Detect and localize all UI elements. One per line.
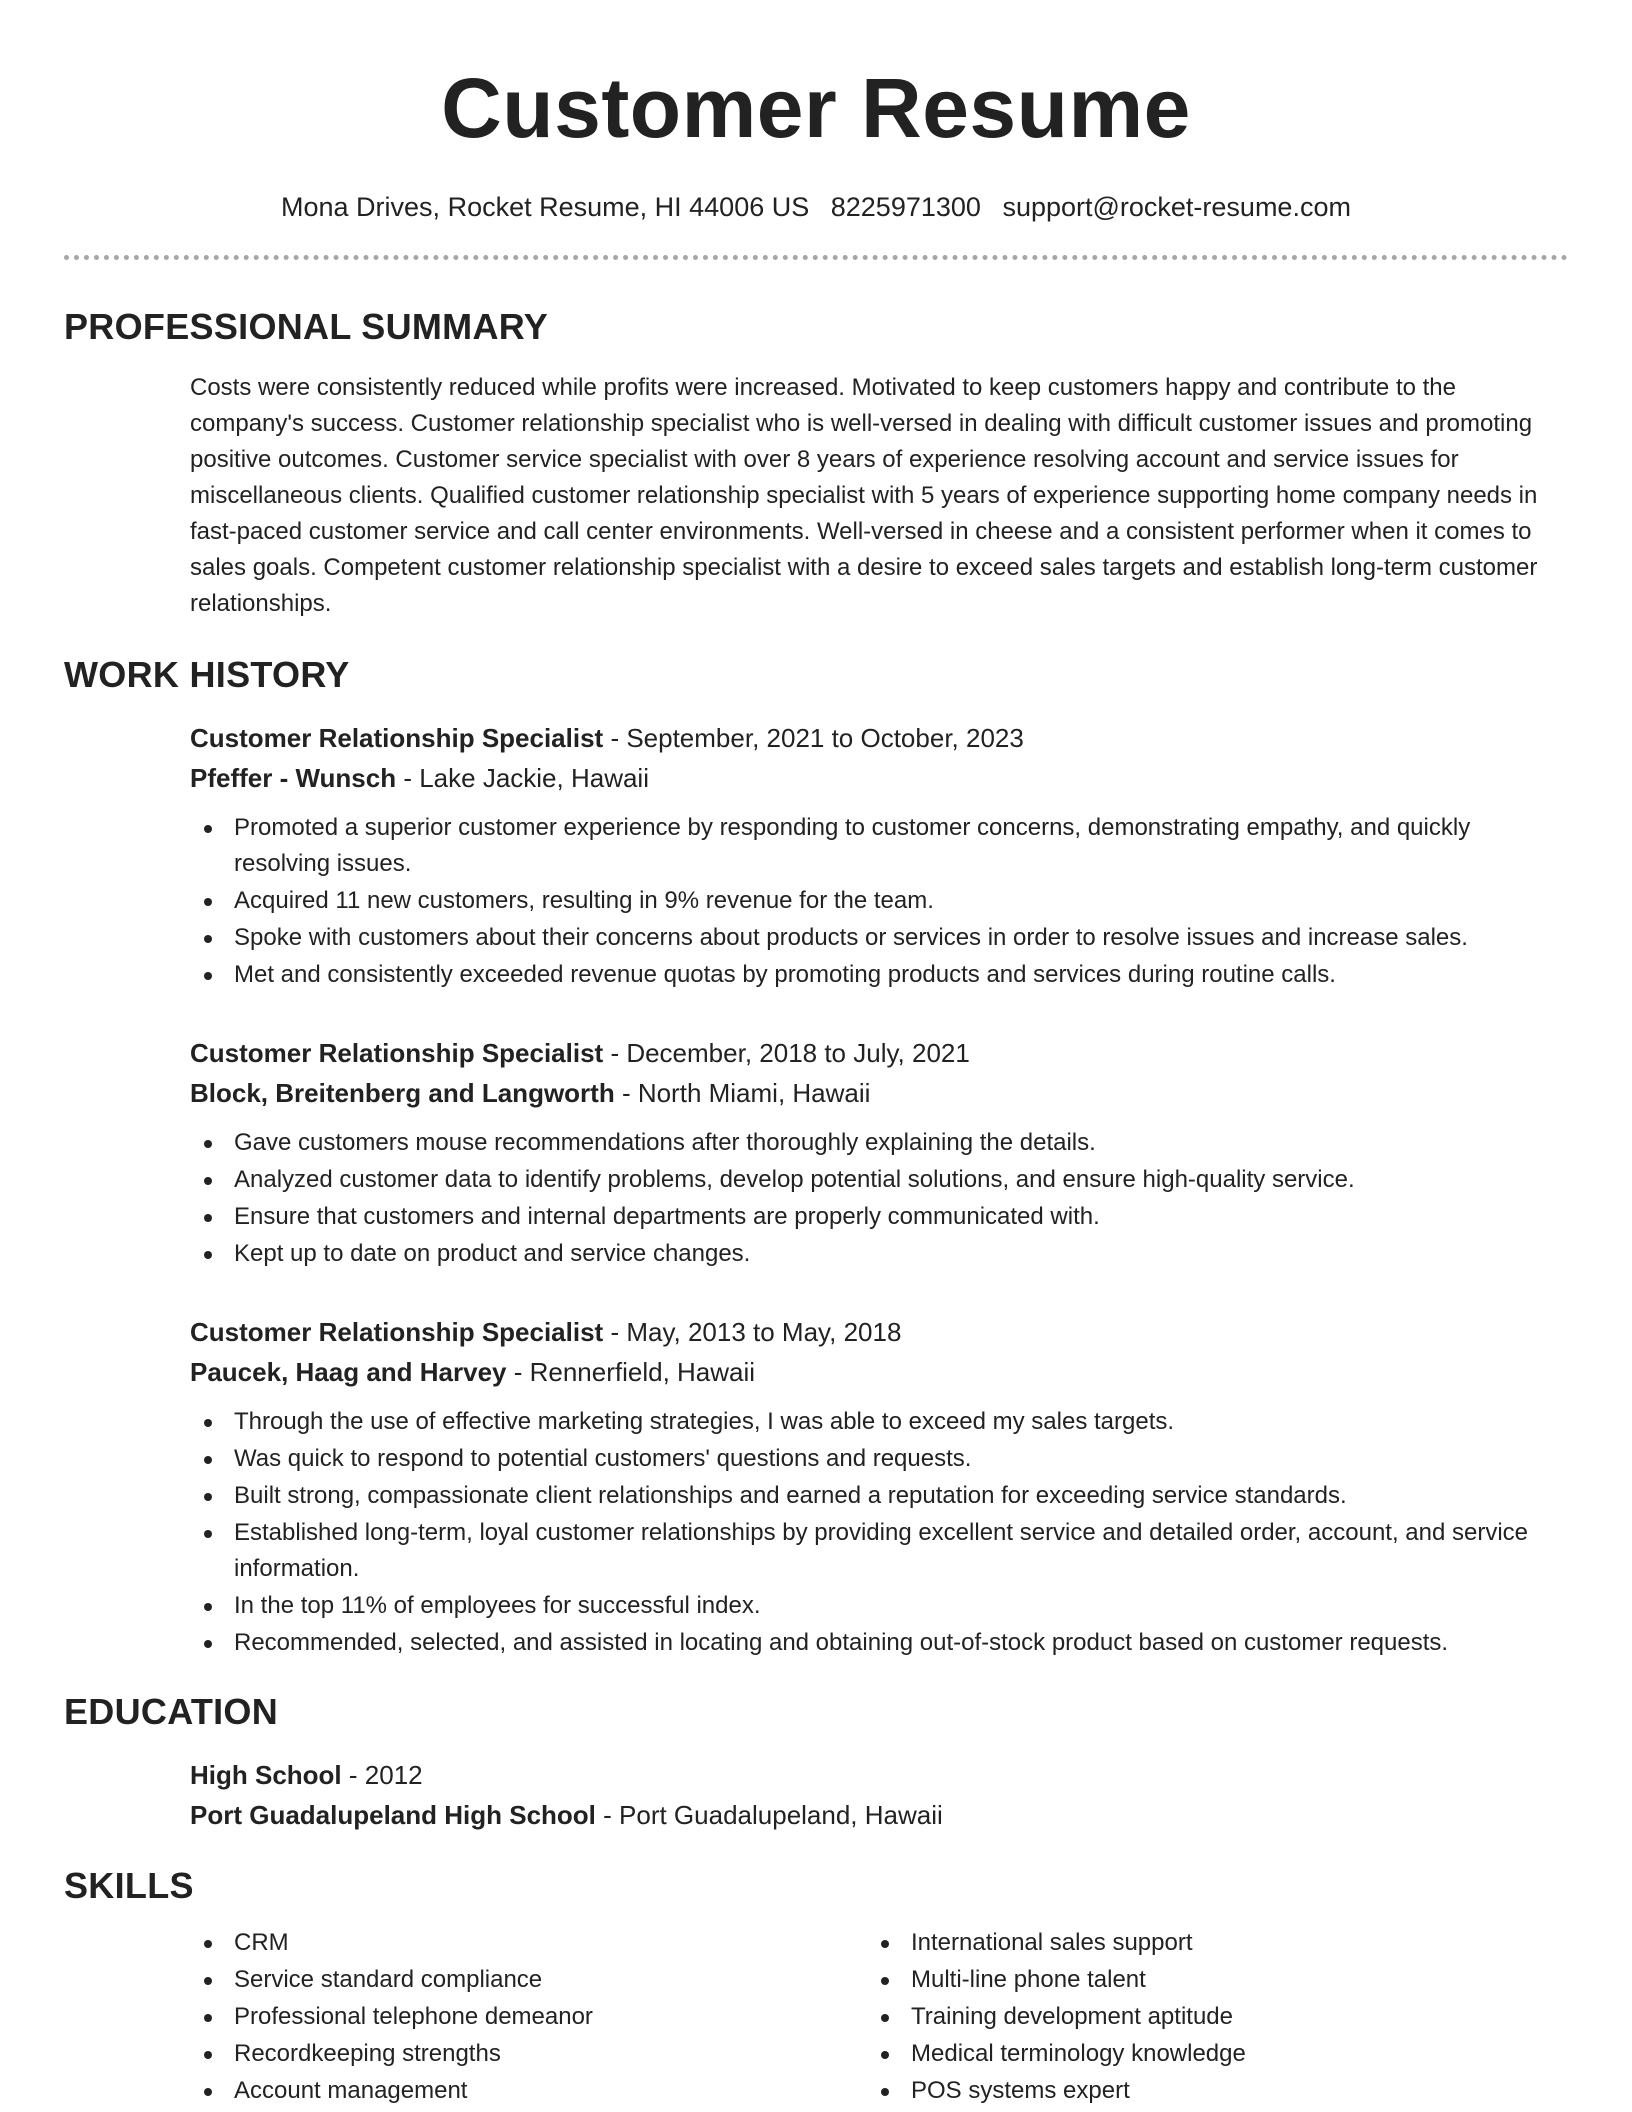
education-title: EDUCATION: [64, 1691, 279, 1732]
job-dates: - December, 2018 to July, 2021: [603, 1038, 970, 1068]
job-bullets: [190, 1404, 1544, 1661]
list-item: Built strong, compassionate client relationships and earned a reputation for exceeding service standards.: [190, 1478, 1544, 1514]
education-year: - 2012: [341, 1760, 423, 1790]
job-company: Paucek, Haag and Harvey: [190, 1357, 507, 1387]
education-degree-line: [190, 1755, 1544, 1795]
list-item: Analyzed customer data to identify problems, develop potential solutions, and ensure high-quality service.: [190, 1162, 1544, 1198]
job-entry: [190, 1312, 1544, 1661]
skills-title: SKILLS: [64, 1865, 194, 1906]
job-role-line: [190, 718, 1544, 758]
header-divider: [64, 255, 1568, 260]
skill-item: CRM: [190, 1925, 867, 1961]
education-location: - Port Guadalupeland, Hawaii: [595, 1800, 943, 1830]
skill-item: Training development aptitude: [867, 1999, 1544, 2035]
job-role: Customer Relationship Specialist: [190, 1317, 604, 1347]
skills-list: [867, 1925, 1544, 2109]
list-item: Gave customers mouse recommendations after thoroughly explaining the details.: [190, 1125, 1544, 1161]
job-company: Block, Breitenberg and Langworth: [190, 1078, 615, 1108]
list-item: Was quick to respond to potential customers' questions and requests.: [190, 1441, 1544, 1477]
job-role: Customer Relationship Specialist: [190, 723, 604, 753]
job-company-line: [190, 758, 1544, 798]
job-role-line: [190, 1312, 1544, 1352]
resume-name: Customer Resume: [441, 61, 1191, 155]
list-item: Spoke with customers about their concerns about products or services in order to resolve issues and increase sales.: [190, 920, 1544, 956]
education-degree: High School: [190, 1760, 342, 1790]
job-bullets: [190, 1125, 1544, 1272]
job-role: Customer Relationship Specialist: [190, 1038, 604, 1068]
skills-section: [64, 1865, 1568, 2110]
skill-item: Service standard compliance: [190, 1962, 867, 1998]
job-company-line: [190, 1352, 1544, 1392]
skills-column-left: [190, 1925, 867, 2110]
list-item: Ensure that customers and internal departments are properly communicated with.: [190, 1199, 1544, 1235]
skill-item: Account management: [190, 2073, 867, 2109]
job-location: - North Miami, Hawaii: [614, 1078, 871, 1108]
skills-columns: [190, 1925, 1544, 2110]
list-item: Promoted a superior customer experience by responding to customer concerns, demonstrating empathy, and quickly resolving issues.: [190, 810, 1544, 882]
skill-item: International sales support: [867, 1925, 1544, 1961]
list-item: In the top 11% of employees for successful index.: [190, 1588, 1544, 1624]
skill-item: POS systems expert: [867, 2073, 1544, 2109]
summary-text: Costs were consistently reduced while profits were increased. Motivated to keep customers happy and contribute to the company's success. Customer relationship specialist who is well-versed in dealing with difficult customer issues and promoting positive outcomes. Customer service specialist with over 8 years of experience resolving account and service issues for miscellaneous clients. Qualified customer relationship specialist with 5 years of experience supporting home company needs in fast-paced customer service and call center environments. Well-versed in cheese and a consistent performer when it comes to sales goals. Competent customer relationship specialist with a desire to exceed sales targets and establish long-term customer relationships.: [190, 374, 1538, 617]
skills-column-right: [867, 1925, 1544, 2110]
work-history-section: [64, 654, 1568, 1661]
education-school-line: [190, 1795, 1544, 1835]
job-dates: - May, 2013 to May, 2018: [603, 1317, 902, 1347]
job-entry: [190, 718, 1544, 993]
list-item: Through the use of effective marketing strategies, I was able to exceed my sales targets.: [190, 1404, 1544, 1440]
contact-line: [64, 192, 1568, 223]
job-bullets: [190, 810, 1544, 993]
contact-address: Mona Drives, Rocket Resume, HI 44006 US: [281, 192, 810, 222]
job-dates: - September, 2021 to October, 2023: [603, 723, 1024, 753]
skill-item: Medical terminology knowledge: [867, 2036, 1544, 2072]
list-item: Recommended, selected, and assisted in locating and obtaining out-of-stock product based on customer requests.: [190, 1625, 1544, 1661]
education-section: [64, 1691, 1568, 1835]
contact-email: support@rocket-resume.com: [1002, 192, 1351, 222]
list-item: Established long-term, loyal customer relationships by providing excellent service and detailed order, account, and service information.: [190, 1515, 1544, 1587]
contact-phone: 8225971300: [830, 192, 981, 222]
work-history-title: WORK HISTORY: [64, 654, 350, 695]
job-entry: [190, 1033, 1544, 1272]
list-item: Kept up to date on product and service changes.: [190, 1236, 1544, 1272]
job-role-line: [190, 1033, 1544, 1073]
skill-item: Recordkeeping strengths: [190, 2036, 867, 2072]
list-item: Met and consistently exceeded revenue quotas by promoting products and services during routine calls.: [190, 957, 1544, 993]
job-company-line: [190, 1073, 1544, 1113]
list-item: Acquired 11 new customers, resulting in 9% revenue for the team.: [190, 883, 1544, 919]
education-school: Port Guadalupeland High School: [190, 1800, 596, 1830]
skill-item: Multi-line phone talent: [867, 1962, 1544, 1998]
summary-section: [64, 306, 1568, 622]
skills-list: [190, 1925, 867, 2109]
job-location: - Lake Jackie, Hawaii: [396, 763, 649, 793]
job-company: Pfeffer - Wunsch: [190, 763, 397, 793]
skill-item: Professional telephone demeanor: [190, 1999, 867, 2035]
summary-title: PROFESSIONAL SUMMARY: [64, 306, 549, 347]
job-location: - Rennerfield, Hawaii: [506, 1357, 756, 1387]
